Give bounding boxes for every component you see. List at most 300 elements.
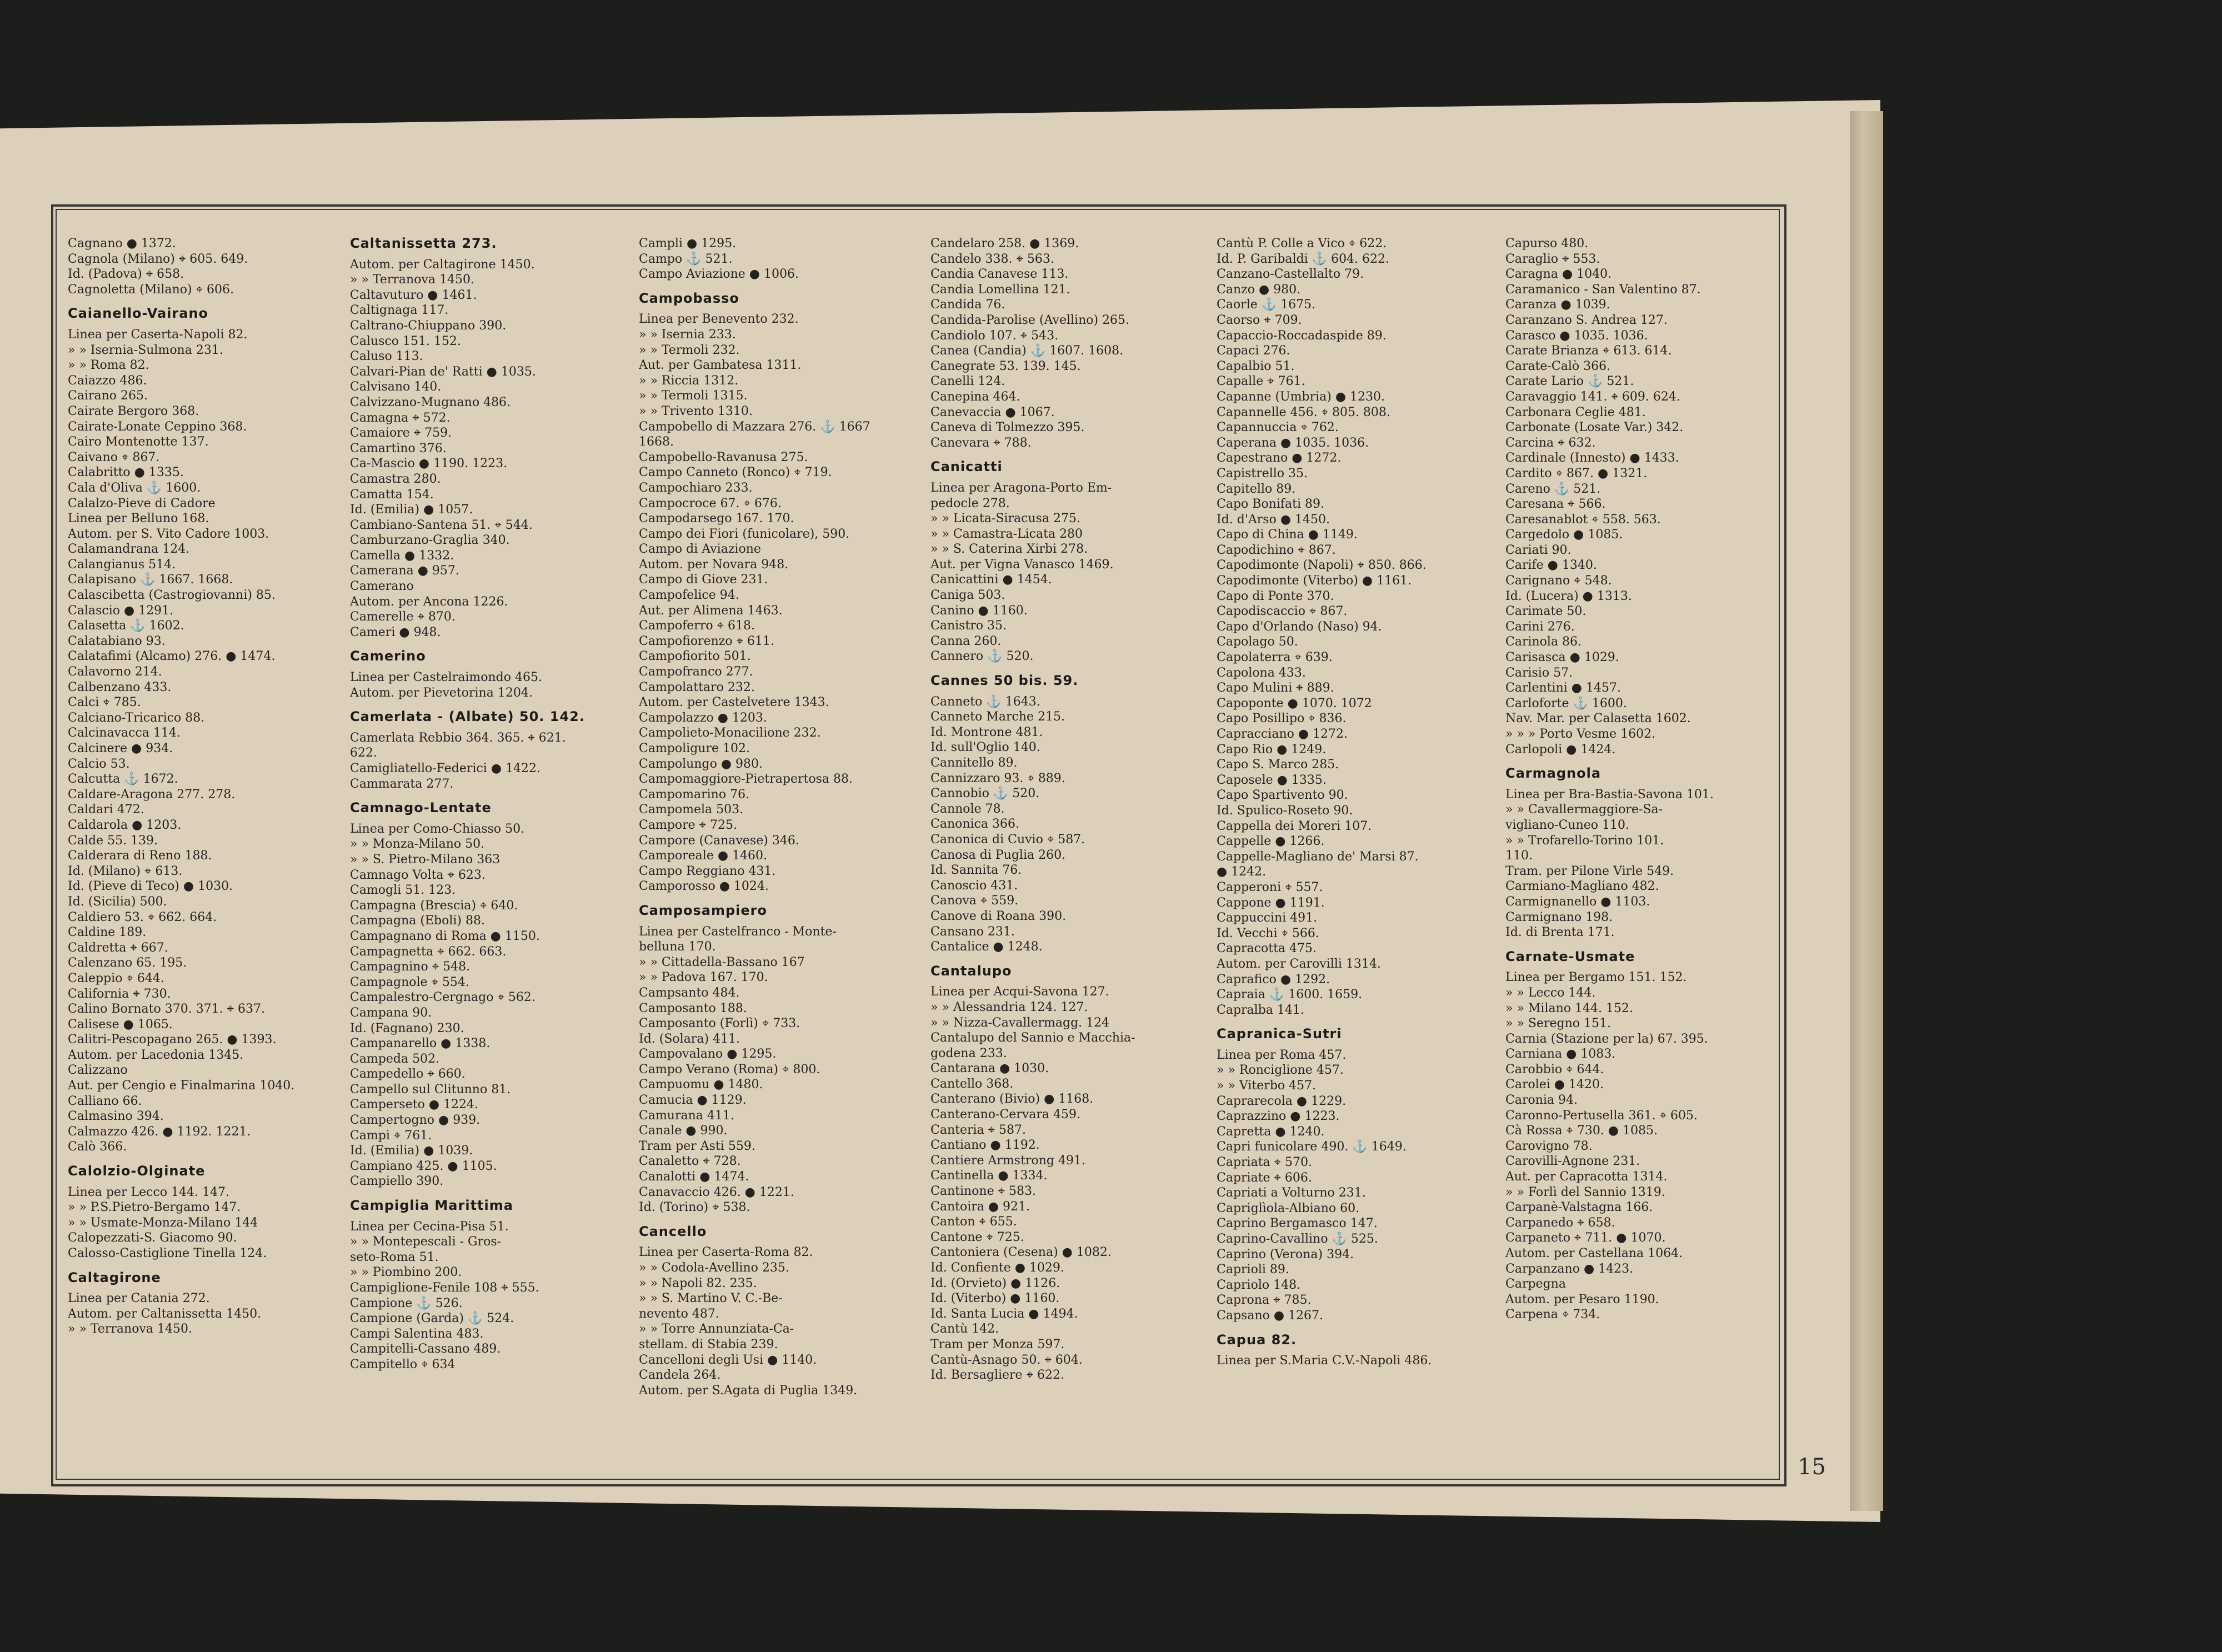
index-entry: Caprino Bergamasco 147. <box>1217 1217 1378 1231</box>
index-entry: Cantinone ⌖ 583. <box>930 1184 1036 1199</box>
index-entry: Campovalano ● 1295. <box>639 1047 777 1062</box>
index-entry: Calisese ● 1065. <box>68 1017 173 1032</box>
index-entry: Canegrate 53. 139. 145. <box>930 359 1081 373</box>
index-entry: Camatta 154. <box>350 487 434 502</box>
index-entry: Autom. per S. Vito Cadore 1003. <box>68 527 269 541</box>
index-entry: Capriate ⌖ 606. <box>1217 1170 1312 1185</box>
index-entry: » » Viterbo 457. <box>1217 1079 1317 1093</box>
index-entry: Canavaccio 426. ● 1221. <box>639 1185 794 1199</box>
index-column-3 <box>639 236 917 1398</box>
index-entry: Cantinella ● 1334. <box>930 1169 1048 1183</box>
index-entry: Caravaggio 141. ⌖ 609. 624. <box>1505 389 1680 404</box>
section-heading: Carnate-Usmate <box>1505 948 1635 964</box>
index-entry: Capitello 89. <box>1217 482 1296 496</box>
index-entry: Calamandrana 124. <box>68 542 190 557</box>
index-entry: Id. Santa Lucia ● 1494. <box>930 1306 1078 1321</box>
index-entry: » » Trivento 1310. <box>639 404 753 418</box>
index-entry: Canova ⌖ 559. <box>930 894 1019 908</box>
index-entry: Cantarana ● 1030. <box>930 1062 1049 1076</box>
index-column-2 <box>350 236 628 1373</box>
index-entry: Caresana ⌖ 566. <box>1505 497 1606 512</box>
index-entry: Carpanedo ⌖ 658. <box>1505 1215 1615 1230</box>
index-entry: Campofiorito 501. <box>639 649 751 664</box>
index-entry: Capo Mulini ⌖ 889. <box>1217 681 1334 695</box>
index-entry: Calopezzati-S. Giacomo 90. <box>68 1231 237 1245</box>
index-entry: Calenzano 65. 195. <box>68 956 187 970</box>
index-entry: Capaccio-Roccadaspide 89. <box>1217 328 1387 343</box>
section-heading: Campiglia Marittima <box>350 1198 513 1214</box>
index-entry: Cantone ⌖ 725. <box>930 1230 1024 1244</box>
index-entry: Canterano-Cervara 459. <box>930 1108 1080 1122</box>
index-entry: » » Cittadella-Bassano 167 <box>639 955 805 969</box>
index-entry: Camurana 411. <box>639 1108 734 1123</box>
index-entry: Linea per Acqui-Savona 127. <box>930 985 1109 999</box>
index-entry: Capo d'Orlando (Naso) 94. <box>1217 619 1382 634</box>
index-entry: Canicattini ● 1454. <box>930 573 1052 587</box>
index-entry: Id. (Pieve di Teco) ● 1030. <box>68 879 233 894</box>
index-entry: Camporosso ● 1024. <box>639 879 769 894</box>
index-entry: nevento 487. <box>639 1306 719 1321</box>
index-entry: » » Cavallermaggiore-Sa- <box>1505 803 1663 817</box>
index-entry: Canton ⌖ 655. <box>930 1215 1017 1229</box>
index-entry: » » Licata-Siracusa 275. <box>930 512 1080 526</box>
index-entry: Linea per Lecco 144. 147. <box>68 1185 230 1199</box>
index-entry: Campo Reggiano 431. <box>639 864 776 878</box>
index-entry: Camburzano-Graglia 340. <box>350 533 510 548</box>
index-entry: Id. (Orvieto) ● 1126. <box>930 1276 1060 1290</box>
index-entry: Aut. per Vigna Vanasco 1469. <box>930 557 1114 572</box>
index-entry: Id. di Brenta 171. <box>1505 925 1615 940</box>
index-entry: Carignano ⌖ 548. <box>1505 574 1612 588</box>
index-entry: Linea per Castelfranco - Monte- <box>639 924 837 939</box>
index-entry: » » Nizza-Cavallermagg. 124 <box>930 1015 1110 1030</box>
index-entry: Autom. per Novara 948. <box>639 557 789 572</box>
index-entry: Caprioli 89. <box>1217 1263 1289 1277</box>
index-entry: Canelli 124. <box>930 374 1005 389</box>
index-entry: Caorso ⌖ 709. <box>1217 313 1302 327</box>
index-entry: » » Terranova 1450. <box>350 273 474 287</box>
index-entry: Campertogno ● 939. <box>350 1113 481 1128</box>
index-entry: Carisio 57. <box>1505 665 1573 680</box>
index-entry: Cantalice ● 1248. <box>930 940 1043 954</box>
index-entry: Candia Lomellina 121. <box>930 282 1070 297</box>
index-entry: Caldare-Aragona 277. 278. <box>68 787 236 802</box>
index-entry: Aut. per Gambatesa 1311. <box>639 358 802 373</box>
index-entry: California ⌖ 730. <box>68 987 171 1001</box>
index-entry: Linea per Benevento 232. <box>639 312 799 327</box>
index-entry: Caprino-Cavallino ⚓ 525. <box>1217 1232 1378 1246</box>
index-entry: Caprona ⌖ 785. <box>1217 1293 1312 1308</box>
section-heading: Campobasso <box>639 290 739 306</box>
index-entry: Calò 366. <box>68 1140 127 1154</box>
index-entry: Calcutta ⚓ 1672. <box>68 772 178 787</box>
index-entry: Camporeale ● 1460. <box>639 849 768 863</box>
index-entry: Carbonara Ceglie 481. <box>1505 405 1646 419</box>
index-entry: Candida 76. <box>930 298 1005 312</box>
index-entry: Caprino (Verona) 394. <box>1217 1247 1354 1261</box>
index-entry: Capo di Ponte 370. <box>1217 589 1334 603</box>
index-entry: 110. <box>1505 849 1533 863</box>
index-entry: Campana 90. <box>350 1005 432 1020</box>
index-entry: Campo ⚓ 521. <box>639 252 733 266</box>
index-entry: Linea per Cecina-Pisa 51. <box>350 1219 509 1234</box>
index-entry: Caltavuturo ● 1461. <box>350 288 477 302</box>
index-entry: Autom. per Castellana 1064. <box>1505 1246 1683 1260</box>
index-entry: Calatabiano 93. <box>68 634 166 648</box>
index-entry: Linea per Belluno 168. <box>68 512 209 526</box>
index-entry: Camogli 51. 123. <box>350 883 456 898</box>
index-entry: Canistro 35. <box>930 619 1007 633</box>
index-entry: Linea per S.Maria C.V.-Napoli 486. <box>1217 1354 1432 1368</box>
index-entry: Campocroce 67. ⌖ 676. <box>639 496 782 510</box>
index-entry: Carini 276. <box>1505 619 1575 634</box>
index-entry: Campofelice 94. <box>639 588 739 603</box>
index-entry: ● 1242. <box>1217 865 1267 879</box>
index-entry: Campi Salentina 483. <box>350 1326 484 1341</box>
index-entry: Careno ⚓ 521. <box>1505 482 1601 496</box>
index-entry: » » Seregno 151. <box>1505 1017 1612 1031</box>
index-entry: » » Padova 167. 170. <box>639 970 768 985</box>
index-entry: Caprarecola ● 1229. <box>1217 1094 1347 1108</box>
index-entry: Capodiscaccio ⌖ 867. <box>1217 604 1348 619</box>
index-entry: Cannobio ⚓ 520. <box>930 787 1040 801</box>
index-entry: Caivano ⌖ 867. <box>68 450 160 464</box>
index-entry: Cagnano ● 1372. <box>68 237 176 251</box>
index-entry: » » Roma 82. <box>68 358 149 373</box>
index-entry: Campoligure 102. <box>639 742 750 755</box>
index-entry: » » » Porto Vesme 1602. <box>1505 727 1656 741</box>
index-entry: Cammarata 277. <box>350 777 454 791</box>
index-entry: Caresanablot ⌖ 558. 563. <box>1505 512 1661 527</box>
index-entry: Cairate-Lonate Ceppino 368. <box>68 419 247 434</box>
index-entry: Calcinavacca 114. <box>68 726 181 740</box>
index-entry: Caluso 113. <box>350 349 423 364</box>
index-entry: Calasetta ⚓ 1602. <box>68 619 184 633</box>
index-entry: Id. P. Garibaldi ⚓ 604. 622. <box>1217 252 1390 266</box>
section-heading: Cantalupo <box>930 963 1012 979</box>
index-entry: Capsano ● 1267. <box>1217 1308 1324 1323</box>
index-entry: Autom. per Caltanissetta 1450. <box>68 1306 262 1321</box>
index-entry: Carbonate (Losate Var.) 342. <box>1505 420 1684 435</box>
index-entry: Calapisano ⚓ 1667. 1668. <box>68 573 233 587</box>
page-number: 15 <box>1798 1454 1826 1480</box>
index-entry: Carate-Calò 366. <box>1505 359 1611 373</box>
index-entry: Id. Spulico-Roseto 90. <box>1217 803 1353 818</box>
index-entry: Calitri-Pescopagano 265. ● 1393. <box>68 1033 277 1047</box>
index-entry: Caragna ● 1040. <box>1505 267 1612 282</box>
index-entry: Candelo 338. ⌖ 563. <box>930 252 1054 266</box>
index-entry: Cariati 90. <box>1505 543 1572 557</box>
index-entry: Campodarsego 167. 170. <box>639 512 794 526</box>
index-entry: Tram. per Pilone Virle 549. <box>1505 864 1674 878</box>
index-entry: Cappelle ● 1266. <box>1217 834 1325 849</box>
index-entry: » » Termoli 232. <box>639 343 740 357</box>
index-entry: Canterano (Bivio) ● 1168. <box>930 1092 1094 1107</box>
index-entry: Capriglìola-Albiano 60. <box>1217 1201 1360 1215</box>
index-entry: Cannizzaro 93. ⌖ 889. <box>930 771 1065 785</box>
index-entry: Camposanto 188. <box>639 1001 747 1015</box>
index-entry: Calabritto ● 1335. <box>68 465 184 480</box>
index-entry: Autom. per S.Agata di Puglia 1349. <box>639 1383 858 1398</box>
index-entry: Caraglio ⌖ 553. <box>1505 252 1600 266</box>
index-entry: Cantalupo del Sannio e Macchia- <box>930 1031 1135 1045</box>
index-entry: Cannole 78. <box>930 802 1005 816</box>
index-entry: Capalle ⌖ 761. <box>1217 374 1305 389</box>
index-entry: Campiano 425. ● 1105. <box>350 1159 497 1173</box>
index-entry: Canale ● 990. <box>639 1124 728 1138</box>
index-entry: Calavorno 214. <box>68 665 162 679</box>
index-entry: » » Isernia 233. <box>639 327 736 342</box>
index-entry: Caldari 472. <box>68 803 144 817</box>
index-entry: Candelaro 258. ● 1369. <box>930 237 1079 251</box>
section-heading: Capranica-Sutri <box>1217 1026 1342 1042</box>
index-entry: Carovigno 78. <box>1505 1139 1593 1153</box>
index-entry: Capo di China ● 1149. <box>1217 528 1358 542</box>
section-heading: Caianello-Vairano <box>68 306 209 322</box>
index-entry: Linea per Caserta-Napoli 82. <box>68 327 248 342</box>
index-entry: Cala d'Oliva ⚓ 1600. <box>68 480 201 495</box>
index-entry: Campeda 502. <box>350 1052 440 1066</box>
index-entry: Capoponte ● 1070. 1072 <box>1217 696 1372 710</box>
index-entry: Cappelle-Magliano de' Marsi 87. <box>1217 849 1419 864</box>
index-entry: Capriata ⌖ 570. <box>1217 1155 1313 1170</box>
index-entry: Camagna ⌖ 572. <box>350 411 451 425</box>
index-entry: Campo dei Fiori (funicolare), 590. <box>639 527 850 541</box>
index-entry: Camposanto (Forlì) ⌖ 733. <box>639 1017 800 1031</box>
index-entry: Campagnole ⌖ 554. <box>350 975 469 989</box>
index-entry: Carpanzano ● 1423. <box>1505 1261 1634 1276</box>
index-entry: Carloforte ⚓ 1600. <box>1505 696 1627 710</box>
index-entry: Capolago 50. <box>1217 635 1298 649</box>
index-entry: Capodimonte (Napoli) ⌖ 850. 866. <box>1217 558 1427 573</box>
index-entry: Autom. per Pievetorina 1204. <box>350 685 533 700</box>
index-entry: Calangianus 514. <box>68 557 176 572</box>
index-entry: Canepina 464. <box>930 389 1020 404</box>
index-entry: » » Ronciglione 457. <box>1217 1063 1344 1078</box>
index-entry: 1668. <box>639 435 674 449</box>
index-entry: Calliano 66. <box>68 1094 142 1108</box>
index-entry: Tram per Asti 559. <box>639 1139 755 1153</box>
index-entry: Campomarino 76. <box>639 787 750 802</box>
index-entry: Capannelle 456. ⌖ 805. 808. <box>1217 405 1390 419</box>
index-entry: Canea (Candia) ⚓ 1607. 1608. <box>930 344 1124 358</box>
index-entry: Carcina ⌖ 632. <box>1505 435 1596 450</box>
index-entry: Carlentini ● 1457. <box>1505 681 1621 695</box>
index-entry: Camerano <box>350 579 414 594</box>
index-entry: Caprazzino ● 1223. <box>1217 1109 1340 1124</box>
index-entry: belluna 170. <box>639 940 716 954</box>
section-heading: Capua 82. <box>1217 1331 1297 1348</box>
index-entry: Carmignanello ● 1103. <box>1505 894 1650 909</box>
index-entry: Capodichino ⌖ 867. <box>1217 543 1336 557</box>
index-entry: Id. Bersagliere ⌖ 622. <box>930 1368 1064 1383</box>
index-entry: Caranza ● 1039. <box>1505 298 1610 312</box>
index-entry: Cantù P. Colle a Vico ⌖ 622. <box>1217 237 1387 251</box>
index-entry: Carmignano 198. <box>1505 910 1613 924</box>
index-entry: Camucia ● 1129. <box>639 1093 747 1108</box>
index-entry: » » Torre Annunziata-Ca- <box>639 1322 794 1336</box>
index-entry: Campo Verano (Roma) ⌖ 800. <box>639 1062 820 1077</box>
index-entry: Canneto Marche 215. <box>930 710 1065 724</box>
index-entry: Cagnoletta (Milano) ⌖ 606. <box>68 282 234 297</box>
index-entry: Canaletto ⌖ 728. <box>639 1154 741 1169</box>
index-entry: Calusco 151. 152. <box>350 334 461 348</box>
index-entry: Campli ● 1295. <box>639 237 737 251</box>
index-entry: Carovilli-Agnone 231. <box>1505 1154 1640 1169</box>
index-entry: Calvisano 140. <box>350 380 442 394</box>
index-entry: Linea per Caserta-Roma 82. <box>639 1245 813 1260</box>
index-entry: Capannuccia ⌖ 762. <box>1217 420 1339 435</box>
index-entry: » » S. Pietro-Milano 363 <box>350 852 501 867</box>
index-entry: Campagnetta ⌖ 662. 663. <box>350 944 507 959</box>
index-entry: Carate Lario ⚓ 521. <box>1505 374 1634 389</box>
index-entry: Campo di Giove 231. <box>639 573 768 587</box>
index-entry: Aut. per Capracotta 1314. <box>1505 1170 1668 1184</box>
index-entry: Id. (Solara) 411. <box>639 1032 740 1046</box>
index-entry: Cantù 142. <box>930 1322 999 1336</box>
index-entry: Campagnino ⌖ 548. <box>350 960 471 974</box>
index-entry: Capolaterra ⌖ 639. <box>1217 650 1333 665</box>
index-entry: Campolieto-Monacilione 232. <box>639 726 821 740</box>
index-entry: Camnago Volta ⌖ 623. <box>350 868 486 882</box>
index-entry: Cantiere Armstrong 491. <box>930 1153 1085 1168</box>
index-entry: Cardito ⌖ 867. ● 1321. <box>1505 466 1648 480</box>
index-entry: Caiazzo 486. <box>68 373 147 388</box>
index-entry: Carnia (Stazione per la) 67. 395. <box>1505 1032 1708 1046</box>
index-entry: Campolungo ● 980. <box>639 757 763 771</box>
index-entry: Caleppio ⌖ 644. <box>68 971 164 985</box>
index-entry: Autom. per Carovilli 1314. <box>1217 957 1381 971</box>
index-entry: Carpanè-Valstagna 166. <box>1505 1200 1653 1215</box>
index-entry: Autom. per Castelvetere 1343. <box>639 695 829 710</box>
index-entry: » » Usmate-Monza-Milano 144 <box>68 1215 258 1230</box>
index-entry: Cà Rossa ⌖ 730. ● 1085. <box>1505 1124 1658 1138</box>
index-entry: Linea per Bra-Bastia-Savona 101. <box>1505 787 1714 802</box>
index-entry: Campagna (Brescia) ⌖ 640. <box>350 898 518 913</box>
index-entry: Carpegna <box>1505 1277 1566 1291</box>
section-heading: Cannes 50 bis. 59. <box>930 673 1079 689</box>
index-entry: » » Trofarello-Torino 101. <box>1505 833 1664 848</box>
index-entry: Campolazzo ● 1203. <box>639 710 767 725</box>
index-entry: Campi ⌖ 761. <box>350 1128 432 1143</box>
index-entry: stellam. di Stabia 239. <box>639 1337 778 1351</box>
index-entry: Canosa di Puglia 260. <box>930 848 1066 862</box>
index-entry: vigliano-Cuneo 110. <box>1505 818 1629 832</box>
index-entry: Capolona 433. <box>1217 665 1306 680</box>
index-entry: Caorle ⚓ 1675. <box>1217 298 1316 312</box>
index-entry: Campore ⌖ 725. <box>639 818 738 832</box>
index-entry: Id. Montrone 481. <box>930 725 1043 739</box>
index-entry: Cantoniera (Cesena) ● 1082. <box>930 1245 1112 1260</box>
index-entry: Campione (Garda) ⚓ 524. <box>350 1311 514 1326</box>
index-entry: Candiolo 107. ⌖ 543. <box>930 328 1059 343</box>
index-entry: Canzano-Castellalto 79. <box>1217 267 1364 282</box>
index-entry: Cancelloni degli Usi ● 1140. <box>639 1353 817 1367</box>
index-entry: Capistrello 35. <box>1217 466 1308 480</box>
index-entry: Capriolo 148. <box>1217 1278 1301 1292</box>
index-entry: Canna 260. <box>930 634 1002 648</box>
index-entry: Cansano 231. <box>930 924 1015 939</box>
index-entry: Calalzo-Pieve di Cadore <box>68 496 216 510</box>
index-entry: Canonica 366. <box>930 817 1019 832</box>
index-entry: Calatafimi (Alcamo) 276. ● 1474. <box>68 649 276 664</box>
index-entry: Capri funicolare 490. ⚓ 1649. <box>1217 1140 1407 1154</box>
index-entry: Caperana ● 1035. 1036. <box>1217 435 1369 450</box>
index-entry: » » Forlì del Sannio 1319. <box>1505 1185 1665 1199</box>
index-entry: Campitelli-Cassano 489. <box>350 1342 501 1356</box>
index-entry: Cantello 368. <box>930 1077 1014 1091</box>
index-entry: Candela 264. <box>639 1368 721 1383</box>
index-entry: Campanarello ● 1338. <box>350 1037 491 1051</box>
index-entry: Cambiano-Santena 51. ⌖ 544. <box>350 518 533 532</box>
index-entry: » » Termoli 1315. <box>639 389 748 403</box>
index-entry: Canzo ● 980. <box>1217 282 1301 297</box>
index-entry: Carimate 50. <box>1505 604 1587 619</box>
index-entry: Caldiero 53. ⌖ 662. 664. <box>68 910 217 924</box>
index-entry: Camerelle ⌖ 870. <box>350 610 456 624</box>
section-heading: Camposampiero <box>639 902 767 918</box>
index-column-1 <box>68 236 346 1337</box>
index-entry: Id. Sannita 76. <box>930 863 1022 878</box>
index-entry: Calciano-Tricarico 88. <box>68 710 205 725</box>
index-entry: Cantù-Asnago 50. ⌖ 604. <box>930 1353 1083 1367</box>
index-entry: Capretta ● 1240. <box>1217 1124 1325 1139</box>
index-entry: Calascibetta (Castrogiovanni) 85. <box>68 588 276 603</box>
index-entry: » » Codola-Avellino 235. <box>639 1261 789 1275</box>
index-entry: Camperseto ● 1224. <box>350 1098 478 1112</box>
index-entry: seto-Roma 51. <box>350 1250 439 1264</box>
index-entry: Campagnano di Roma ● 1150. <box>350 929 540 943</box>
index-entry: Calino Bornato 370. 371. ⌖ 637. <box>68 1002 266 1017</box>
index-entry: Campiello 390. <box>350 1174 444 1189</box>
index-entry: Carife ● 1340. <box>1505 558 1597 573</box>
index-entry: Caramanico - San Valentino 87. <box>1505 282 1701 297</box>
index-entry: Capperoni ⌖ 557. <box>1217 880 1323 894</box>
index-entry: Calmasino 394. <box>68 1109 164 1124</box>
index-entry: Aut. per Alimena 1463. <box>639 603 783 618</box>
index-entry: Candida-Parolise (Avellino) 265. <box>930 313 1130 327</box>
index-entry: Id. (Torino) ⌖ 538. <box>639 1200 750 1215</box>
index-entry: Calderara di Reno 188. <box>68 849 212 863</box>
index-entry: Carlopoli ● 1424. <box>1505 742 1616 757</box>
index-entry: Capo Rio ● 1249. <box>1217 742 1327 757</box>
index-entry: Capriati a Volturno 231. <box>1217 1186 1366 1200</box>
section-heading: Caltagirone <box>68 1269 161 1285</box>
index-entry: Campomela 503. <box>639 803 744 817</box>
index-entry: Capurso 480. <box>1505 237 1589 251</box>
section-heading: Camnago-Lentate <box>350 800 492 816</box>
index-entry: Tram per Monza 597. <box>930 1337 1065 1351</box>
index-entry: Cameri ● 948. <box>350 625 441 639</box>
index-entry: 622. <box>350 746 377 760</box>
section-heading: Camerino <box>350 648 426 664</box>
index-entry: Capracciano ● 1272. <box>1217 727 1348 741</box>
index-entry: Canevara ⌖ 788. <box>930 435 1032 450</box>
index-entry: » » Camastra-Licata 280 <box>930 527 1083 541</box>
index-entry: » » Lecco 144. <box>1505 985 1596 1000</box>
index-entry: Campore (Canavese) 346. <box>639 833 799 848</box>
section-heading: Camerlata - (Albate) 50. 142. <box>350 709 585 725</box>
index-entry: Campello sul Clitunno 81. <box>350 1082 511 1097</box>
index-entry: » » S. Caterina Xirbi 278. <box>930 542 1088 557</box>
index-entry: Cantoira ● 921. <box>930 1199 1030 1214</box>
index-entry: Campitello ⌖ 634 <box>350 1357 456 1371</box>
index-entry: Campione ⚓ 526. <box>350 1296 463 1310</box>
index-entry: Capanne (Umbria) ● 1230. <box>1217 389 1385 404</box>
index-entry: » » Isernia-Sulmona 231. <box>68 343 223 357</box>
index-entry: » » P.S.Pietro-Bergamo 147. <box>68 1200 241 1215</box>
index-entry: Id. (Emilia) ● 1057. <box>350 503 473 517</box>
